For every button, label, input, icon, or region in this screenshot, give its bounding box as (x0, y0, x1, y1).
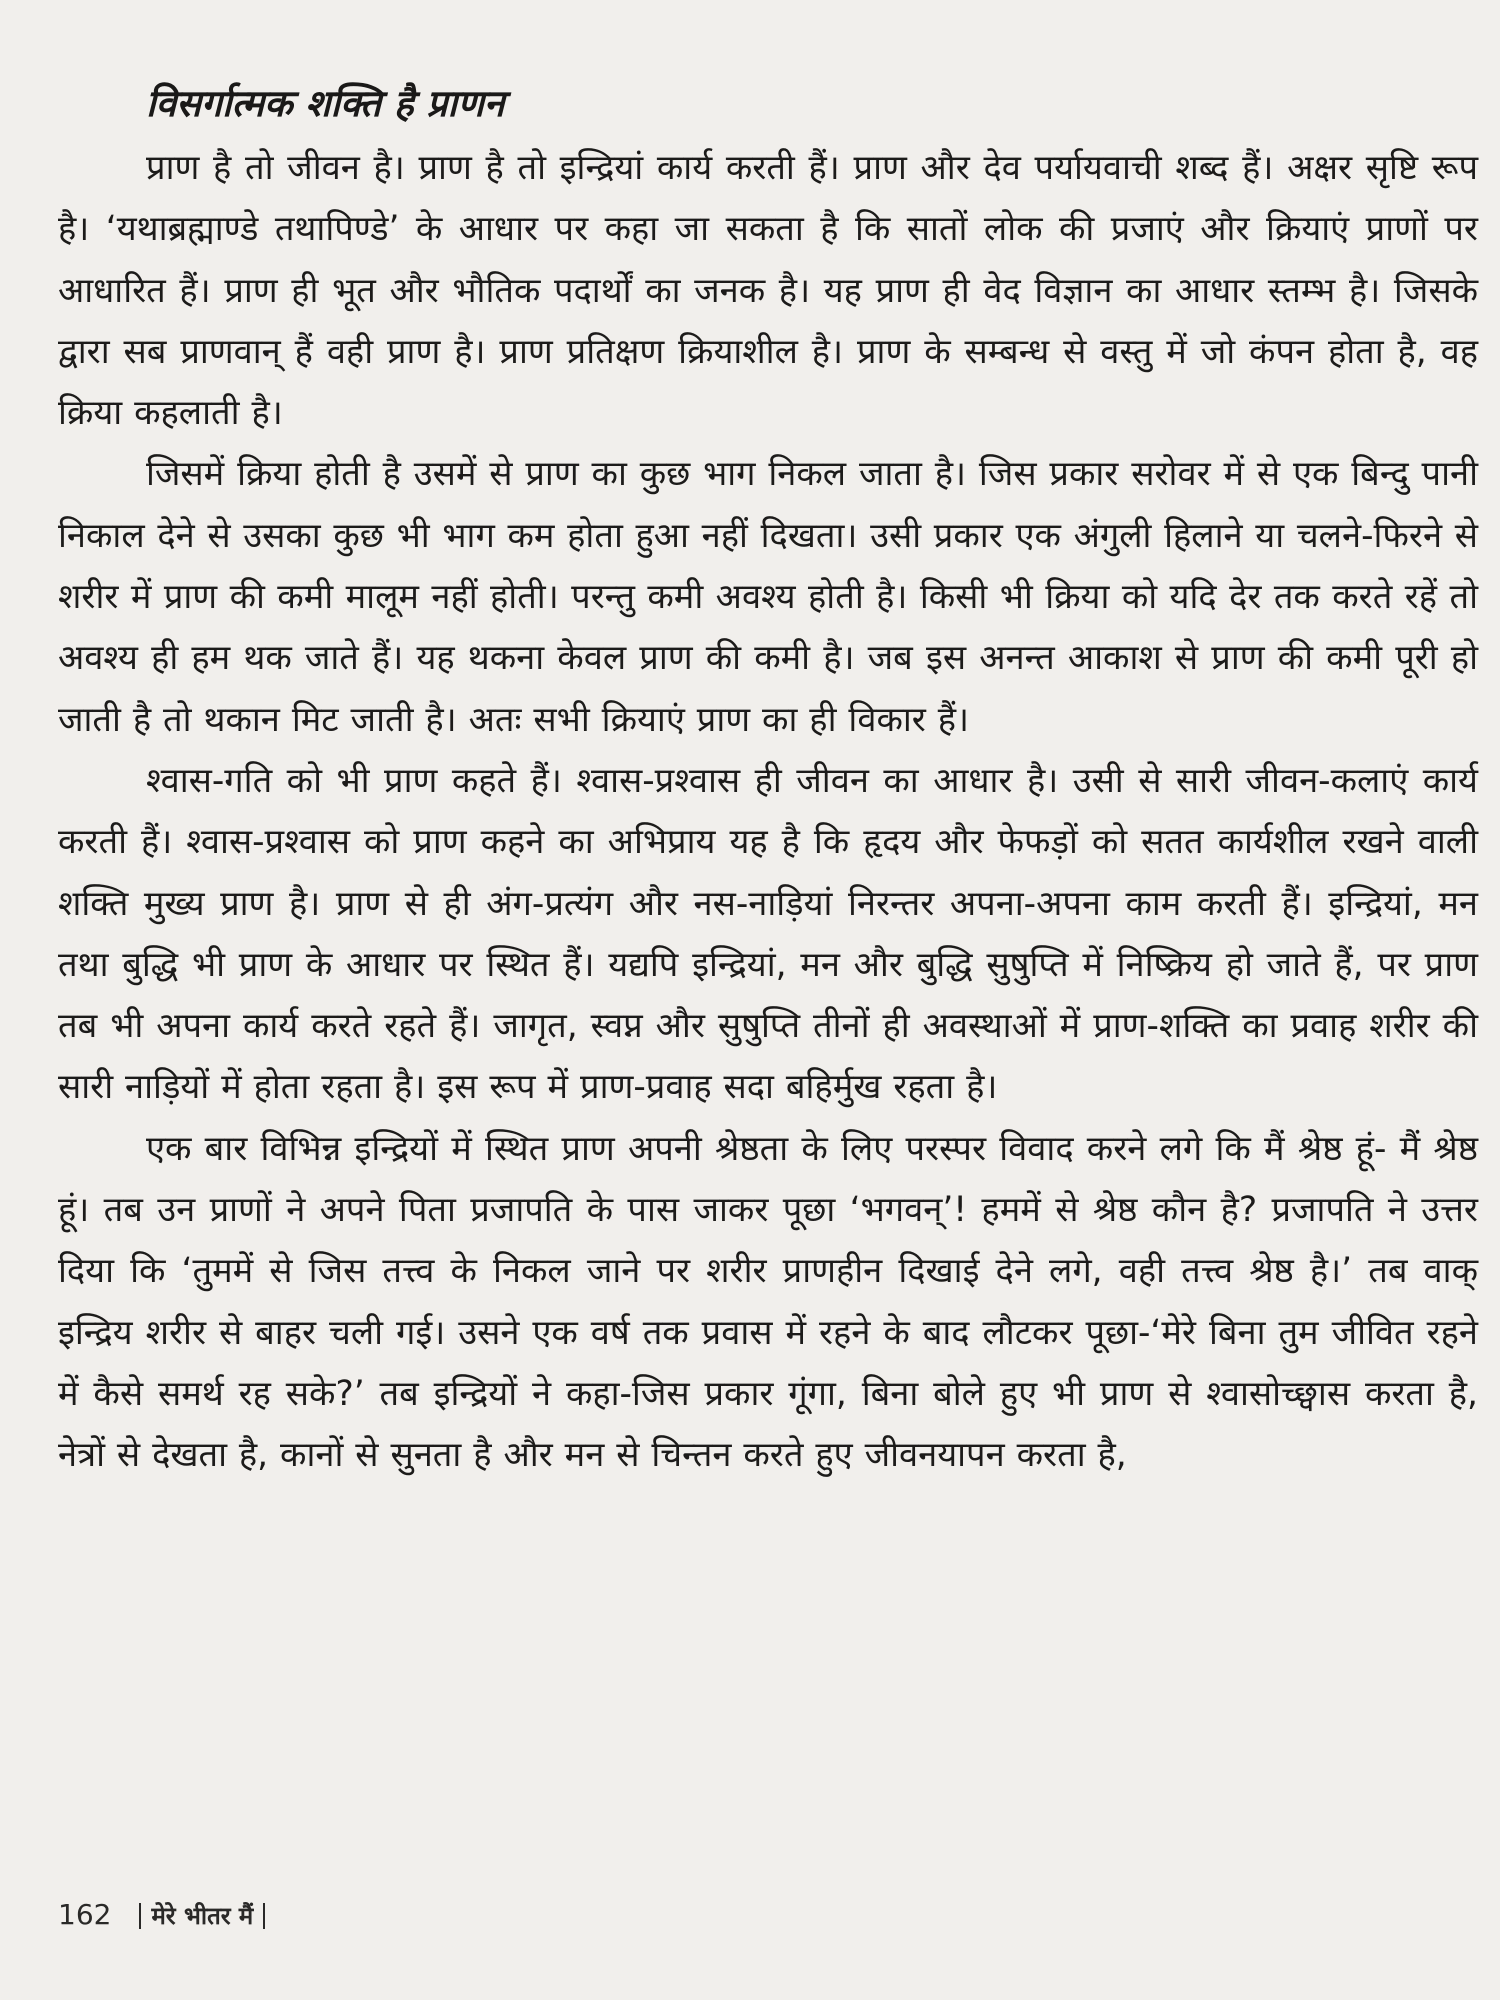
footer-divider-right (263, 1903, 265, 1929)
paragraph-1: प्राण है तो जीवन है। प्राण है तो इन्द्रियां कार्य करती हैं। प्राण और देव पर्यायवाची शब्द हैं। अक्षर सृष्टि रूप है। ‘यथाब्रह्माण्डे तथापिण्डे’ के आधार पर कहा जा सकता है कि सातों लोक की प्रजाएं और क्रियाएं प्राणों पर आधारित हैं। प्राण ही भूत और भौतिक पदार्थों का जनक है। यह प्राण ही वेद विज्ञान का आधार स्तम्भ है। जिसके द्वारा सब प्राणवान् हैं वही प्राण है। प्राण प्रतिक्षण क्रियाशील है। प्राण के सम्बन्ध से वस्तु में जो कंपन होता है, वह क्रिया कहलाती है। (58, 148, 1478, 434)
book-title: मेरे भीतर मैं (151, 1902, 254, 1930)
paragraph-4: एक बार विभिन्न इन्द्रियों में स्थित प्राण अपनी श्रेष्ठता के लिए परस्पर विवाद करने लगे कि मैं श्रेष्ठ हूं- मैं श्रेष्ठ हूं। तब उन प्राणों ने अपने पिता प्रजापति के पास जाकर पूछा ‘भगवन्’! हममें से श्रेष्ठ कौन है? प्रजापति ने उत्तर दिया कि ‘तुममें से जिस तत्त्व के निकल जाने पर शरीर प्राणहीन दिखाई देने लगे, वही तत्त्व श्रेष्ठ है।’ तब वाक् इन्द्रिय शरीर से बाहर चली गई। उसने एक वर्ष तक प्रवास में रहने के बाद लौटकर पूछा-‘मेरे बिना तुम जीवित रहने में कैसे समर्थ रह सके?’ तब इन्द्रियों ने कहा-जिस प्रकार गूंगा, बिना बोले हुए भी प्राण से श्वासोच्छ्वास करता है, नेत्रों से देखता है, कानों से सुनता है और मन से चिन्तन करते हुए जीवनयापन करता है, (58, 1128, 1478, 1476)
page-footer (58, 1895, 275, 1936)
footer-divider-left (139, 1903, 141, 1929)
page-content (58, 78, 1478, 1918)
paragraph-3: श्वास-गति को भी प्राण कहते हैं। श्वास-प्रश्वास ही जीवन का आधार है। उसी से सारी जीवन-कलाएं कार्य करती हैं। श्वास-प्रश्वास को प्राण कहने का अभिप्राय यह है कि हृदय और फेफड़ों को सतत कार्यशील रखने वाली शक्ति मुख्य प्राण है। प्राण से ही अंग-प्रत्यंग और नस-नाड़ियां निरन्तर अपना-अपना काम करती हैं। इन्द्रियां, मन तथा बुद्धि भी प्राण के आधार पर स्थित हैं। यद्यपि इन्द्रियां, मन और बुद्धि सुषुप्ति में निष्क्रिय हो जाते हैं, पर प्राण तब भी अपना कार्य करते रहते हैं। जागृत, स्वप्न और सुषुप्ति तीनों ही अवस्थाओं में प्राण-शक्ति का प्रवाह शरीर की सारी नाड़ियों में होता रहता है। इस रूप में प्राण-प्रवाह सदा बहिर्मुख रहता है। (58, 760, 1478, 1108)
paragraph-2: जिसमें क्रिया होती है उसमें से प्राण का कुछ भाग निकल जाता है। जिस प्रकार सरोवर में से एक बिन्दु पानी निकाल देने से उसका कुछ भी भाग कम होता हुआ नहीं दिखता। उसी प्रकार एक अंगुली हिलाने या चलने-फिरने से शरीर में प्राण की कमी मालूम नहीं होती। परन्तु कमी अवश्य होती है। किसी भी क्रिया को यदि देर तक करते रहें तो अवश्य ही हम थक जाते हैं। यह थकना केवल प्राण की कमी है। जब इस अनन्त आकाश से प्राण की कमी पूरी हो जाती है तो थकान मिट जाती है। अतः सभी क्रियाएं प्राण का ही विकार हैं। (58, 454, 1478, 740)
page-number: 162 (58, 1898, 112, 1931)
body-text (58, 138, 1478, 1487)
section-heading: विसर्गात्मक शक्ति है प्राणन (146, 82, 505, 125)
